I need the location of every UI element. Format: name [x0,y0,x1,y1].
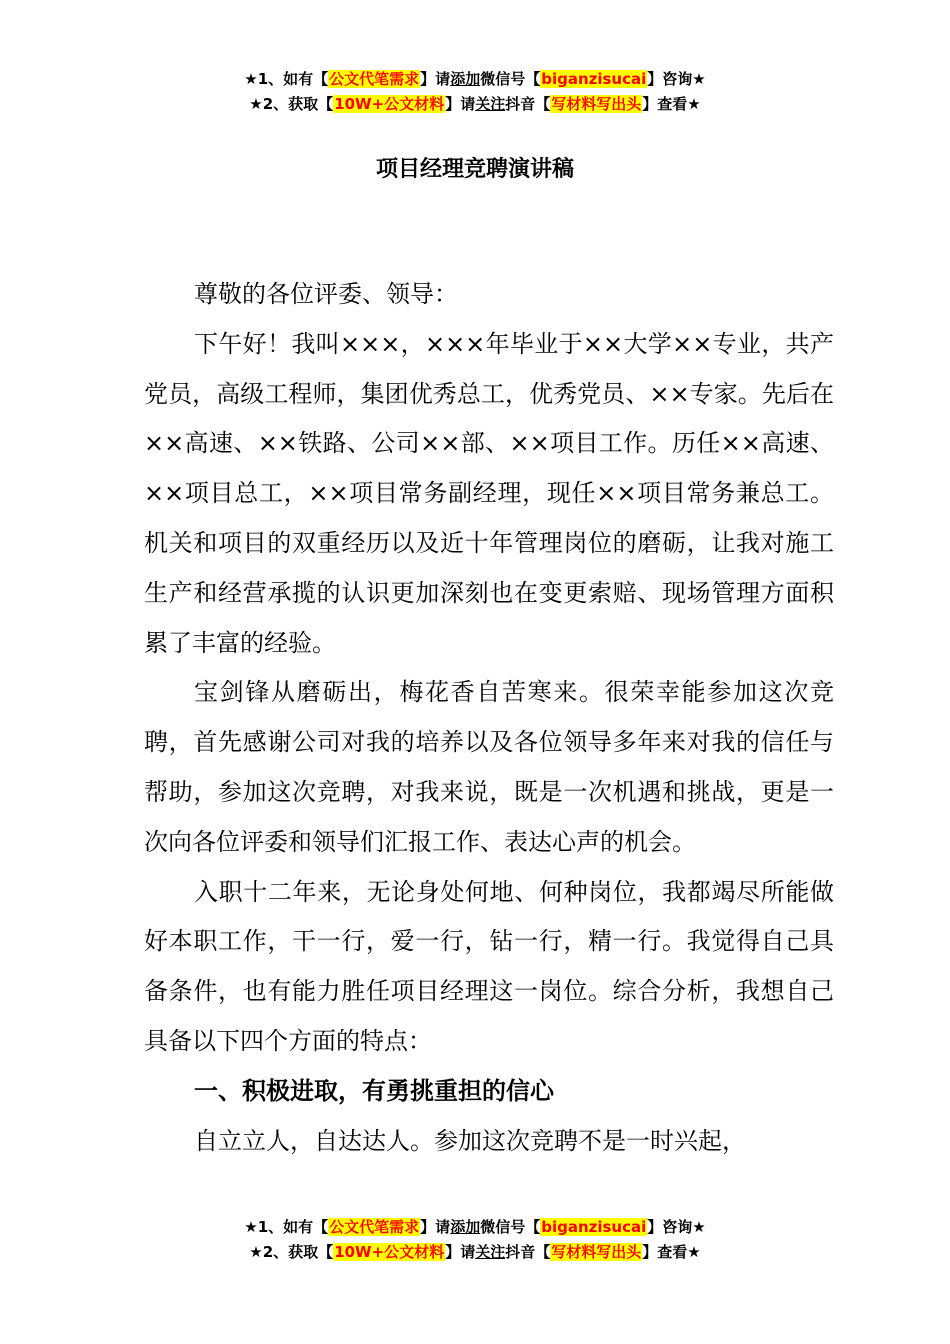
promo-line-1 [0,67,950,92]
paragraph: 自立立人，自达达人。参加这次竞聘不是一时兴起， [194,1126,746,1155]
promo-highlight: biganzisucai [541,70,647,88]
promo-text: 1、如有【 [257,70,329,88]
document-body [144,270,834,1166]
header-promo-banner [0,67,950,117]
paragraph: 下午好！我叫×××，×××年毕业于××大学××专业，共产党员，高级工程师，集团优秀总工，优秀党员、××专家。先后在××高速、××铁路、公司××部、××项目工作。历任××高速、××项目总工，××项目常务副经理，现任××项目常务兼总工。机关和项目的双重经历以及近十年管理岗位的磨砺，让我对施工生产和经营承揽的认识更加深刻也在变更索赔、现场管理方面积累了丰富的经验。 [144,329,834,657]
promo-text: 】咨询★ [647,70,706,88]
promo-text: 微信号【 [480,1218,541,1236]
promo-underlined: 关注 [475,95,506,113]
promo-text: 】请 [420,70,451,88]
promo-text: 微信号【 [480,70,541,88]
document-title: 项目经理竞聘演讲稿 [375,157,574,182]
star-icon: ★ [244,70,258,88]
promo-text: 】咨询★ [647,1218,706,1236]
promo-highlight: biganzisucai [541,1218,647,1236]
promo-highlight: 公文代笔需求 [329,1218,420,1236]
star-icon: ★ [249,95,263,113]
promo-text: 】查看★ [642,95,701,113]
star-icon: ★ [249,1243,263,1261]
promo-highlight: 公文代笔需求 [329,70,420,88]
promo-highlight: 写材料写出头 [551,95,642,113]
promo-text: 】请 [420,1218,451,1236]
promo-text: 】请 [445,95,476,113]
promo-underlined: 添加 [450,1218,481,1236]
promo-underlined: 添加 [450,70,481,88]
promo-text: 抖音【 [505,95,551,113]
promo-line-2 [0,92,950,117]
promo-line-1 [0,1215,950,1240]
promo-text: 】查看★ [642,1243,701,1261]
paragraph: 入职十二年来，无论身处何地、何种岗位，我都竭尽所能做好本职工作，干一行，爱一行，钻一行，精一行。我觉得自己具备条件，也有能力胜任项目经理这一岗位。综合分析，我想自己具备以下四个方面的特点： [144,877,834,1055]
promo-text: 】请 [445,1243,476,1261]
promo-highlight: 10W+公文材料 [334,95,445,113]
section-heading: 一、积极进取，有勇挑重担的信心 [194,1076,554,1105]
paragraph-salutation: 尊敬的各位评委、领导： [194,280,458,308]
promo-line-2 [0,1240,950,1265]
footer-promo-banner [0,1215,950,1265]
promo-highlight: 写材料写出头 [551,1243,642,1261]
star-icon: ★ [244,1218,258,1236]
promo-text: 2、获取【 [262,1243,334,1261]
promo-underlined: 关注 [475,1243,506,1261]
promo-text: 2、获取【 [262,95,334,113]
promo-text: 抖音【 [505,1243,551,1261]
promo-highlight: 10W+公文材料 [334,1243,445,1261]
promo-text: 1、如有【 [257,1218,329,1236]
paragraph: 宝剑锋从磨砺出，梅花香自苦寒来。很荣幸能参加这次竞聘，首先感谢公司对我的培养以及各位领导多年来对我的信任与帮助，参加这次竞聘，对我来说，既是一次机遇和挑战，更是一次向各位评委和领导们汇报工作、表达心声的机会。 [144,678,834,856]
